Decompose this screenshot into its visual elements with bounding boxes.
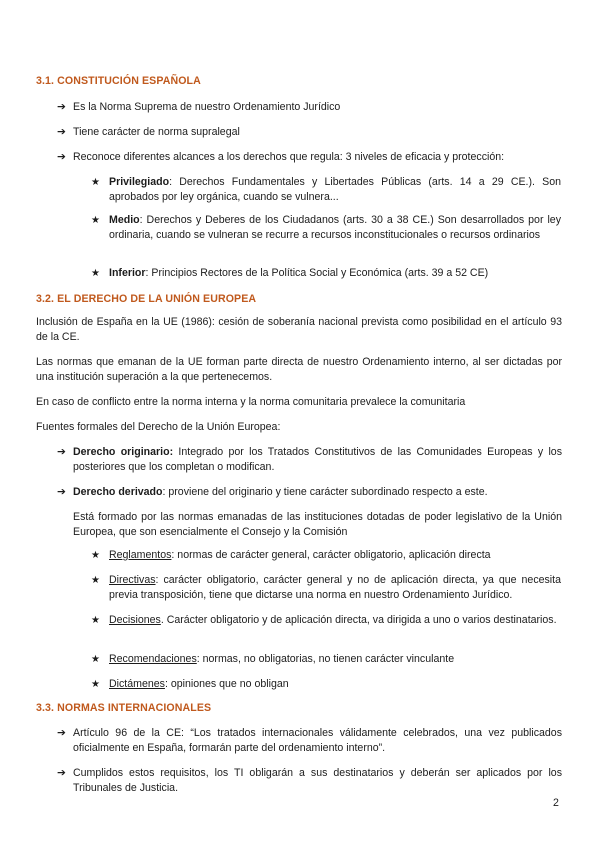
arrow-bullet-icon: ➔ (57, 101, 66, 113)
list-item (57, 445, 562, 475)
paragraph: Las normas que emanan de la UE forman parte directa de nuestro Ordenamiento interno, al ser dictadas por una institución superación a la que pertenecemos. (36, 356, 562, 383)
star-bullet-icon: ★ (91, 268, 100, 279)
paragraph: En caso de conflicto entre la norma interna y la norma comunitaria prevalece la comunitaria (36, 396, 466, 408)
sub-list-item-text: Privilegiado: Derechos Fundamentales y Libertades Públicas (arts. 14 a 29 CE.). Son aprobados por ley orgánica, cuando se vulnera... (109, 176, 561, 203)
sub-list-item-text: Decisiones. Carácter obligatorio y de aplicación directa, va dirigida a uno o varios destinatarios. (109, 614, 557, 626)
arrow-bullet-icon: ➔ (57, 767, 66, 779)
sub-list-item (91, 573, 561, 603)
arrow-bullet-icon: ➔ (57, 727, 66, 739)
term: Dictámenes (109, 678, 165, 690)
term: Derecho originario: (73, 446, 174, 458)
sub-list-item-text: Medio: Derechos y Deberes de los Ciudadanos (arts. 30 a 38 CE.) Son desarrollados por ley ordinaria, cuando se vulneran se recurre a recursos inconstitucionales o recursos ordinarios (109, 214, 561, 241)
arrow-bullet-icon: ➔ (57, 126, 66, 138)
list-item-text: Derecho originario: Integrado por los Tratados Constitutivos de las Comunidades Europeas y los posteriores que los completan o modifican. (73, 446, 562, 473)
star-bullet-icon: ★ (91, 679, 100, 690)
star-bullet-icon: ★ (91, 550, 100, 561)
term: Reglamentos (109, 549, 172, 561)
sub-list-item (91, 548, 561, 563)
paragraph: Está formado por las normas emanadas de las instituciones dotadas de poder legislativo de la Unión Europea, que son esencialmente el Consejo y la Comisión (73, 511, 562, 538)
sub-list-item-text: Inferior: Principios Rectores de la Política Social y Económica (arts. 39 a 52 CE) (109, 267, 489, 279)
list-item-text: Reconoce diferentes alcances a los derechos que regula: 3 niveles de eficacia y protección: (73, 151, 505, 163)
sub-list-item (91, 175, 561, 205)
arrow-bullet-icon: ➔ (57, 446, 66, 458)
arrow-bullet-icon: ➔ (57, 151, 66, 163)
section-heading-normas-internacionales: 3.3. NORMAS INTERNACIONALES (36, 702, 212, 714)
list-item (57, 766, 562, 796)
page-number: 2 (553, 797, 559, 809)
list-item-text: Derecho derivado: proviene del originario y tiene carácter subordinado respecto a este. (73, 486, 488, 498)
paragraph: Inclusión de España en la UE (1986): cesión de soberanía nacional prevista como posibilidad en el artículo 93 de la CE. (36, 316, 562, 343)
arrow-bullet-icon: ➔ (57, 486, 66, 498)
term: Recomendaciones (109, 653, 197, 665)
sub-list-item-text: Recomendaciones: normas, no obligatorias, no tienen carácter vinculante (109, 653, 455, 665)
paragraph: Fuentes formales del Derecho de la Unión Europea: (36, 421, 281, 433)
term: Privilegiado (109, 176, 170, 188)
term: Inferior (109, 267, 146, 279)
term: Directivas (109, 574, 156, 586)
star-bullet-icon: ★ (91, 177, 100, 188)
sub-list-item (91, 677, 561, 692)
list-item (57, 100, 562, 115)
list-item (57, 125, 562, 140)
sub-list-item (91, 266, 561, 281)
sub-list-item (91, 652, 561, 667)
list-item-text: Es la Norma Suprema de nuestro Ordenamiento Jurídico (73, 101, 341, 113)
list-item-text: Cumplidos estos requisitos, los TI obligarán a sus destinatarios y deberán ser aplicados por los Tribunales de Justicia. (73, 767, 562, 794)
star-bullet-icon: ★ (91, 615, 100, 626)
term: Derecho derivado (73, 486, 163, 498)
sub-list-item-text: Directivas: carácter obligatorio, carácter general y no de aplicación directa, ya que necesita previa transposición, tiene que dictarse una norma en nuestro Ordenamiento Jurídico. (109, 574, 561, 601)
term: Decisiones (109, 614, 161, 626)
star-bullet-icon: ★ (91, 575, 100, 586)
list-item (57, 485, 562, 500)
term: Medio (109, 214, 140, 226)
sub-list-item (91, 613, 561, 628)
sub-list-item-text: Dictámenes: opiniones que no obligan (109, 678, 289, 690)
sub-list-item-text: Reglamentos: normas de carácter general, carácter obligatorio, aplicación directa (109, 549, 491, 561)
star-bullet-icon: ★ (91, 654, 100, 665)
sub-list-item (91, 213, 561, 243)
list-item (57, 150, 562, 165)
section-heading-constitucion: 3.1. CONSTITUCIÓN ESPAÑOLA (36, 75, 201, 87)
section-heading-derecho-ue: 3.2. EL DERECHO DE LA UNIÓN EUROPEA (36, 293, 257, 305)
list-item-text: Artículo 96 de la CE: “Los tratados internacionales válidamente celebrados, una vez publicados oficialmente en España, formarán parte del ordenamiento interno”. (73, 727, 562, 754)
list-item (57, 726, 562, 756)
list-item-text: Tiene carácter de norma supralegal (73, 126, 240, 138)
star-bullet-icon: ★ (91, 215, 100, 226)
